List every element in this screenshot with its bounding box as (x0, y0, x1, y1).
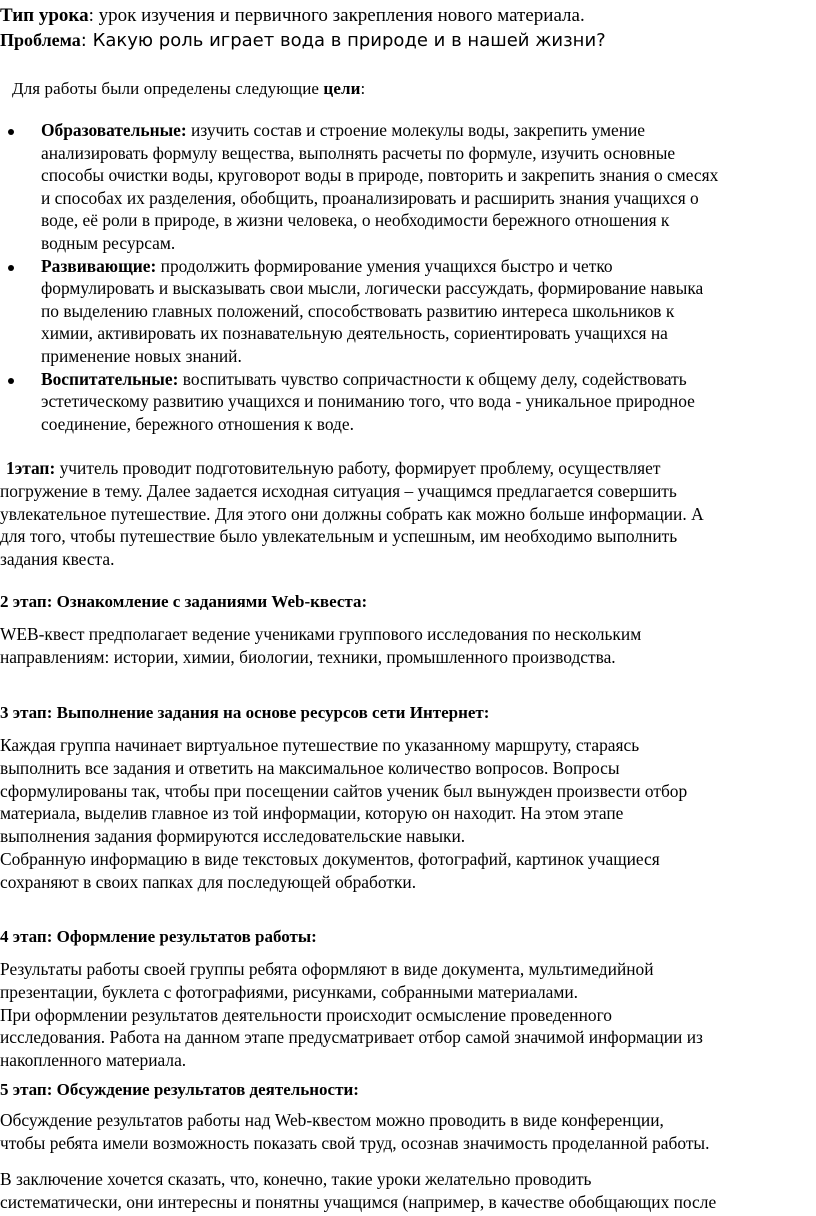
lesson-type-value: : урок изучения и первичного закрепления нового материала. (88, 5, 585, 26)
goal-text-line: воде, её роли в природе, в жизни человека, о необходимости бережного отношения к (41, 210, 670, 231)
stage4-line: презентации, буклета с фотографиями, рисунками, собранными материалами. (0, 981, 579, 1002)
goal-text-line: химии, активировать их познавательную деятельность, сориентировать учащихся на (41, 323, 668, 344)
stage1-line: задания квеста. (0, 549, 115, 570)
goals-intro-bold: цели (323, 79, 361, 98)
goal-text-line: соединение, бережного отношения к воде. (41, 413, 354, 434)
lesson-type-line (0, 5, 585, 27)
stage2-heading: 2 этап: Ознакомление с заданиями Web-квеста: (0, 592, 368, 611)
goal-label: Развивающие: (41, 255, 157, 276)
goal-educational (0, 119, 816, 255)
goal-text-line: и способах их разделения, обобщить, проанализировать и расширить знания учащихся о (41, 187, 699, 208)
stage4-heading: 4 этап: Оформление результатов работы: (0, 927, 317, 946)
goals-intro-colon: : (360, 79, 366, 98)
lesson-type-label: Тип урока (0, 5, 89, 26)
stage2-paragraph (0, 623, 641, 669)
goals-list (0, 119, 816, 435)
stage3-line: Каждая группа начинает виртуальное путешествие по указанному маршруту, стараясь (0, 735, 640, 755)
goal-developmental (0, 255, 816, 368)
stage3-line: выполнения задания формируются исследовательские навыки. (0, 826, 466, 847)
problem-value: : Какую роль играет вода в природе и в нашей жизни? (80, 30, 606, 51)
goals-intro-text: Для работы были определены следующие (12, 79, 324, 98)
stage3-paragraph (0, 734, 687, 894)
stage4-line: При оформлении результатов деятельности происходит осмысление проведенного (0, 1004, 613, 1025)
conclusion-line: систематически, они интересны и понятны учащимся (например, в качестве обобщающих после (0, 1191, 717, 1212)
goal-text-line: эстетическому развитию учащихся и пониманию того, что вода - уникальное природное (41, 391, 695, 412)
bullet-icon (8, 378, 14, 384)
goals-intro (12, 79, 365, 99)
stage4-line: накопленного материала. (0, 1050, 187, 1071)
stage4-paragraph (0, 958, 703, 1072)
stage3-line: Собранную информацию в виде текстовых документов, фотографий, картинок учащиеся (0, 848, 660, 869)
problem-line (0, 30, 606, 51)
goal-text-line: способы очистки воды, круговорот воды в природе, повторить и закрепить знания о смесях (41, 165, 719, 186)
goal-text-line: анализировать формулу вещества, выполнять расчеты по формуле, изучить основные (41, 142, 676, 163)
stage2-line: направлениям: истории, химии, биологии, техники, промышленного производства. (0, 646, 616, 667)
goal-label: Воспитательные: (41, 368, 179, 389)
goal-text-line: продолжить формирование умения учащихся быстро и четко (156, 255, 613, 276)
stage2-line: WEB-квест предполагает ведение учениками группового исследования по нескольким (0, 624, 642, 644)
stage3-line: сохраняют в своих папках для последующей обработки. (0, 871, 417, 892)
stage5-line: Обсуждение результатов работы над Web-квестом можно проводить в виде конференции, (0, 1110, 664, 1130)
stage3-line: материала, выделив главное из той информации, которую он находит. На этом этапе (0, 803, 624, 824)
stage4-line: Результаты работы своей группы ребята оформляют в виде документа, мультимедийной (0, 959, 654, 979)
goal-text-line: формулировать и высказывать свои мысли, логически рассуждать, формирование навыка (41, 278, 704, 299)
conclusion-paragraph (0, 1168, 716, 1214)
stage1-line: для того, чтобы путешествие было увлекательным и успешным, им необходимо выполнить (0, 526, 678, 547)
stage5-paragraph (0, 1109, 709, 1155)
goal-text-line: водным ресурсам. (41, 232, 176, 253)
stage1-paragraph (0, 457, 704, 571)
goal-text-line: применение новых знаний. (41, 345, 242, 366)
stage5-heading: 5 этап: Обсуждение результатов деятельности: (0, 1080, 359, 1099)
stage1-line: погружение в тему. Далее задается исходная ситуация – учащимся предлагается совершить (0, 480, 677, 501)
bullet-icon (8, 129, 14, 135)
stage5-line: чтобы ребята имели возможность показать свой труд, осознав значимость проделанной работы. (0, 1132, 710, 1153)
stage3-line: выполнить все задания и ответить на максимальное количество вопросов. Вопросы (0, 757, 620, 778)
stage1-label: 1этап: (6, 458, 56, 478)
stage4-line: исследования. Работа на данном этапе предусматривает отбор самой значимой информации из (0, 1027, 703, 1048)
goal-text-line: воспитывать чувство сопричастности к общему делу, содействовать (178, 368, 687, 389)
problem-label: Проблема (0, 30, 81, 50)
stage3-heading: 3 этап: Выполнение задания на основе ресурсов сети Интернет: (0, 703, 490, 722)
goal-label: Образовательные: (41, 120, 187, 140)
goal-upbringing (0, 368, 816, 436)
stage3-line: сформулированы так, чтобы при посещении сайтов ученик был вынужден произвести отбор (0, 780, 688, 801)
stage1-line: увлекательное путешествие. Для этого они должны собрать как можно больше информации. А (0, 503, 704, 524)
goal-text-line: изучить состав и строение молекулы воды, закрепить умение (186, 120, 646, 140)
goal-text-line: по выделению главных положений, способствовать развитию интереса школьников к (41, 300, 675, 321)
stage1-line: учитель проводит подготовительную работу, формирует проблему, осуществляет (55, 458, 661, 478)
bullet-icon (8, 265, 14, 271)
conclusion-line: В заключение хочется сказать, что, конечно, такие уроки желательно проводить (0, 1169, 592, 1189)
